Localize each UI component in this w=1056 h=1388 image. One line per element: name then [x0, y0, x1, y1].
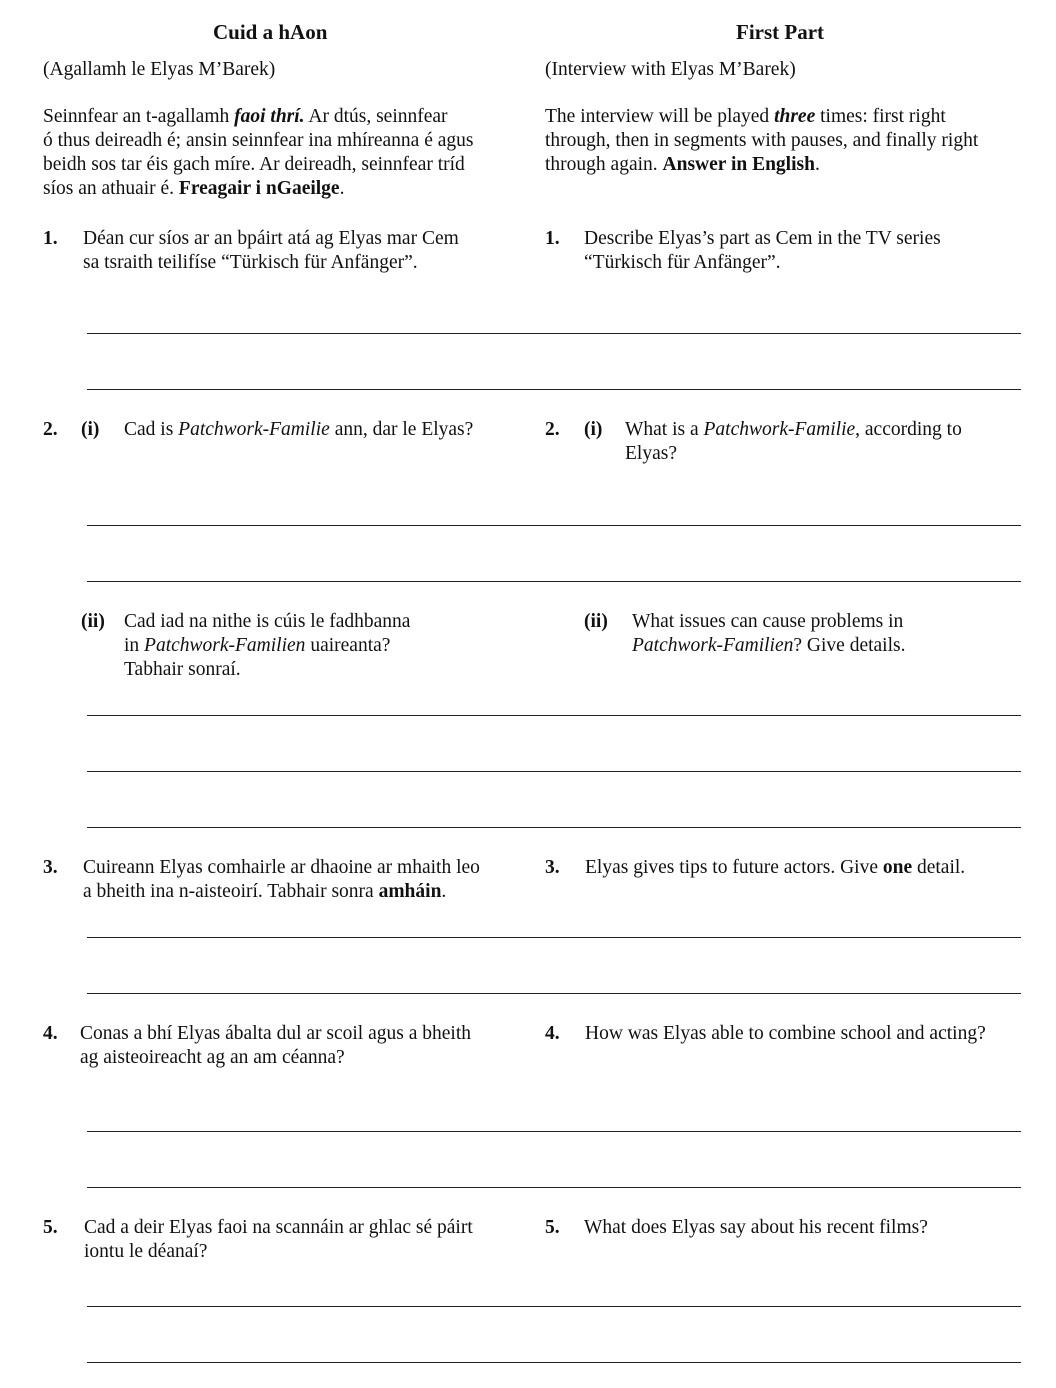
- irish-subtitle: (Agallamh le Elyas M’Barek): [43, 59, 276, 80]
- q1-english: Describe Elyas’s part as Cem in the TV series “Türkisch für Anfänger”.: [584, 228, 941, 273]
- english-instructions: The interview will be played three times: first right through, then in segments with pauses, and finally right through again. Answer in English.: [545, 106, 979, 175]
- q5-answer-line-1[interactable]: [87, 1306, 1021, 1307]
- q5-english: What does Elyas say about his recent films?: [584, 1217, 928, 1238]
- q3-number-irish: 3.: [43, 857, 58, 878]
- q2-i-label-irish: (i): [81, 419, 100, 440]
- q2-ii-answer-line-2[interactable]: [87, 771, 1021, 772]
- q3-answer-line-2[interactable]: [87, 993, 1021, 994]
- q2-ii-label-irish: (ii): [81, 611, 105, 632]
- q2-i-english: What is a Patchwork-Familie, according to Elyas?: [625, 419, 962, 464]
- q2-number-irish: 2.: [43, 419, 58, 440]
- irish-title: Cuid a hAon: [213, 20, 328, 44]
- q1-answer-line-1[interactable]: [87, 333, 1021, 334]
- q2-ii-english: What issues can cause problems in Patchwork-Familien? Give details.: [632, 611, 906, 656]
- q1-irish: Déan cur síos ar an bpáirt atá ag Elyas mar Cem sa tsraith teilifíse “Türkisch für Anfänger”.: [83, 228, 459, 273]
- q2-ii-irish: Cad iad na nithe is cúis le fadhbanna in Patchwork-Familien uaireanta? Tabhair sonraí.: [124, 611, 411, 680]
- q4-answer-line-2[interactable]: [87, 1187, 1021, 1188]
- q3-english: Elyas gives tips to future actors. Give one detail.: [585, 857, 966, 878]
- q1-number-irish: 1.: [43, 228, 58, 249]
- q4-number-english: 4.: [545, 1023, 560, 1044]
- q2-i-irish: Cad is Patchwork-Familie ann, dar le Elyas?: [124, 419, 474, 440]
- q2-ii-answer-line-1[interactable]: [87, 715, 1021, 716]
- q3-answer-line-1[interactable]: [87, 937, 1021, 938]
- q3-number-english: 3.: [545, 857, 560, 878]
- q2-ii-answer-line-3[interactable]: [87, 827, 1021, 828]
- q2-ii-label-english: (ii): [584, 611, 608, 632]
- q5-irish: Cad a deir Elyas faoi na scannáin ar ghlac sé páirt iontu le déanaí?: [84, 1217, 473, 1262]
- q2-i-answer-line-1[interactable]: [87, 525, 1021, 526]
- q4-answer-line-1[interactable]: [87, 1131, 1021, 1132]
- q5-answer-line-2[interactable]: [87, 1362, 1021, 1363]
- english-subtitle: (Interview with Elyas M’Barek): [545, 59, 796, 80]
- q5-number-irish: 5.: [43, 1217, 58, 1238]
- q4-english: How was Elyas able to combine school and acting?: [585, 1023, 986, 1044]
- english-title: First Part: [736, 20, 825, 44]
- q5-number-english: 5.: [545, 1217, 560, 1238]
- q2-i-label-english: (i): [584, 419, 603, 440]
- q2-number-english: 2.: [545, 419, 560, 440]
- q2-i-answer-line-2[interactable]: [87, 581, 1021, 582]
- q1-answer-line-2[interactable]: [87, 389, 1021, 390]
- q3-irish: Cuireann Elyas comhairle ar dhaoine ar mhaith leo a bheith ina n-aisteoirí. Tabhair sonra amháin.: [83, 857, 480, 902]
- q4-number-irish: 4.: [43, 1023, 58, 1044]
- q4-irish: Conas a bhí Elyas ábalta dul ar scoil agus a bheith ag aisteoireacht ag an am céanna?: [80, 1023, 471, 1068]
- irish-instructions: Seinnfear an t-agallamh faoi thrí. Ar dtús, seinnfear ó thus deireadh é; ansin seinnfear ina mhíreanna é agus beidh sos tar éis gach míre. Ar deireadh, seinnfear tríd síos an athuair é. Freagair i nGaeilge.: [43, 106, 474, 199]
- q1-number-english: 1.: [545, 228, 560, 249]
